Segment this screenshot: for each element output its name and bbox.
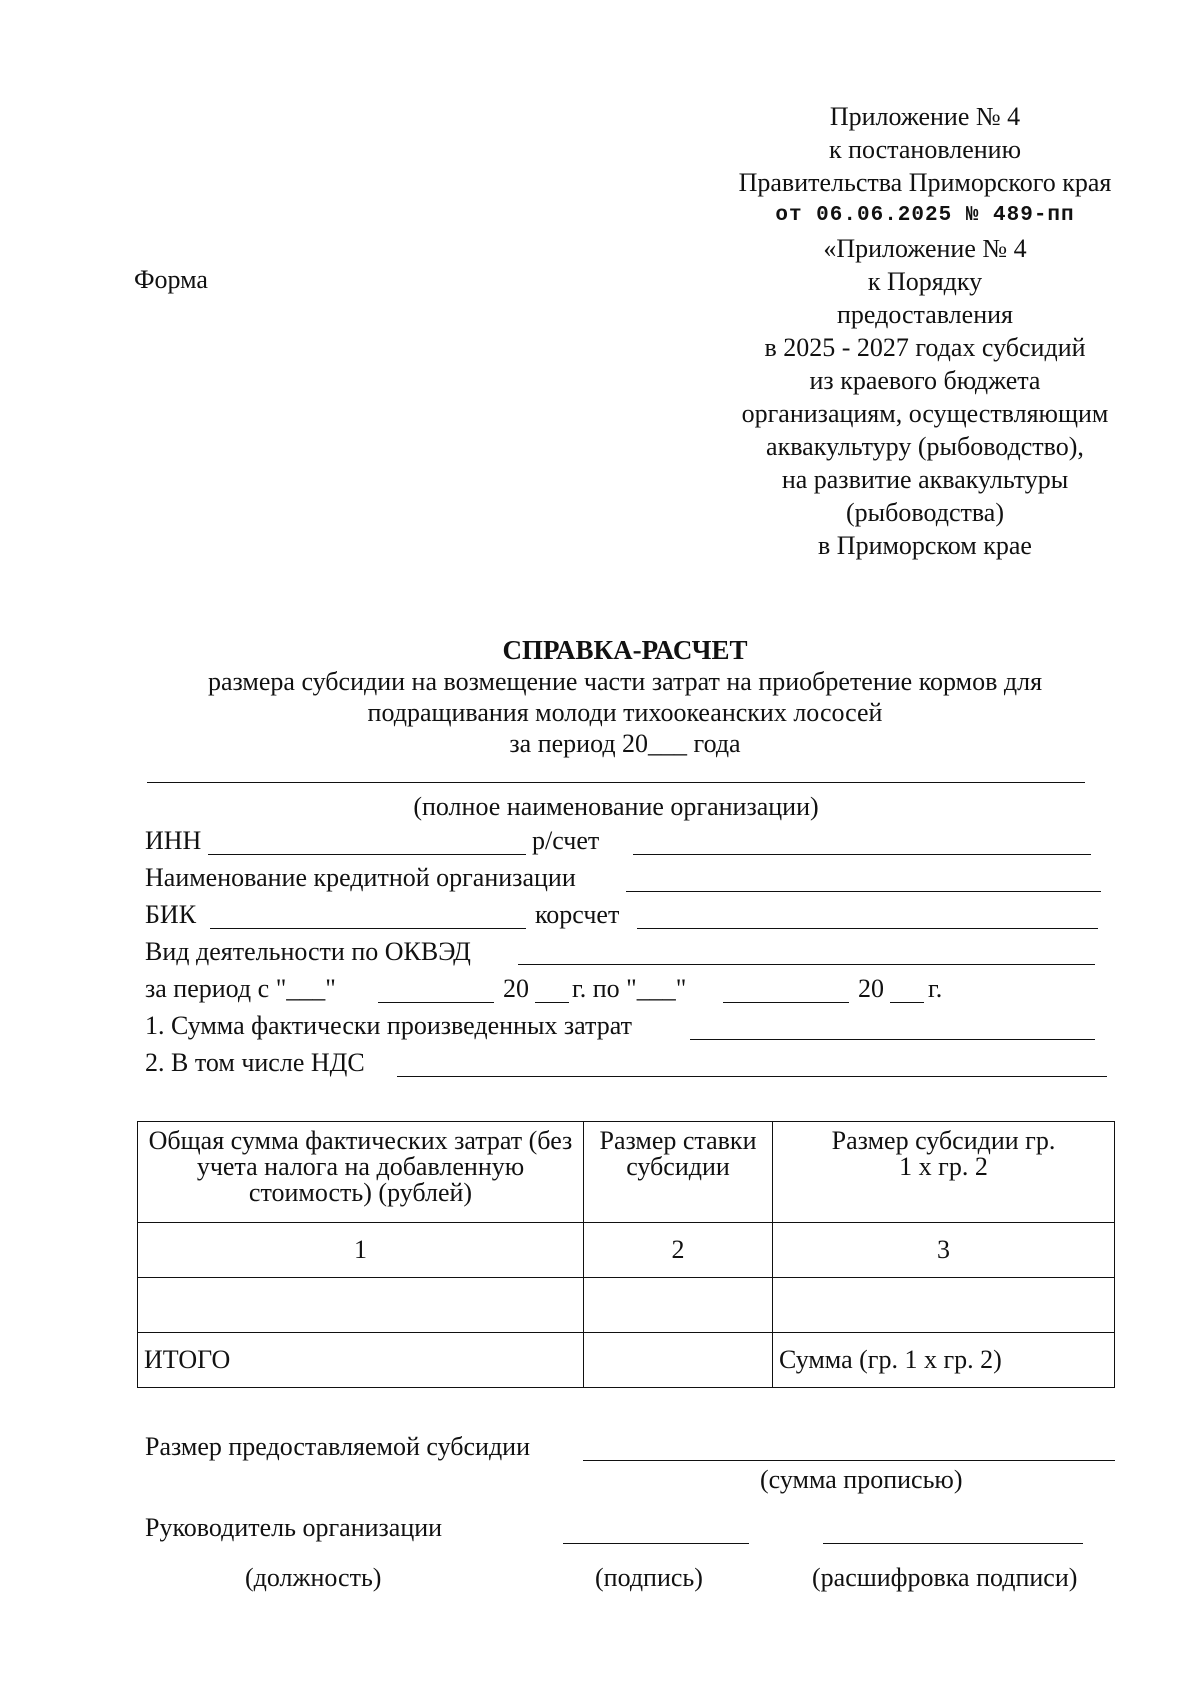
table-number-row xyxy=(138,1223,1115,1278)
table-cell[interactable] xyxy=(138,1278,584,1333)
table-cell[interactable] xyxy=(584,1333,773,1388)
subsidy-field[interactable] xyxy=(583,1460,1115,1461)
period-year2-field[interactable] xyxy=(890,1002,924,1003)
corr-field[interactable] xyxy=(637,928,1098,929)
period-to-label: г. по "___" xyxy=(572,974,687,1003)
sub-approval-line: аквакультуру (рыбоводство), xyxy=(766,432,1084,461)
approval-block xyxy=(700,100,1150,232)
sub-approval-line: на развитие аквакультуры xyxy=(781,465,1069,494)
document-title xyxy=(0,635,1200,759)
inn-row xyxy=(145,825,201,857)
okved-field[interactable] xyxy=(518,964,1095,965)
bik-label: БИК xyxy=(145,900,197,929)
period-from-month-field[interactable] xyxy=(378,1002,494,1003)
sub-approval-block xyxy=(700,232,1150,562)
sub-approval-line: организациям, осуществляющим xyxy=(741,399,1109,428)
bank-field[interactable] xyxy=(626,891,1101,892)
sub-approval-line: из краевого бюджета xyxy=(809,366,1041,395)
col-number: 3 xyxy=(773,1223,1115,1278)
decode-caption: (расшифровка подписи) xyxy=(812,1563,1078,1592)
table-row xyxy=(138,1278,1115,1333)
table-total-row xyxy=(138,1333,1115,1388)
title-line: размера субсидии на возмещение части затрат на приобретение кормов для xyxy=(207,667,1043,696)
period-year1-label: 20 xyxy=(503,974,529,1003)
table-cell[interactable] xyxy=(773,1278,1115,1333)
item1-label: 1. Сумма фактически произведенных затрат xyxy=(145,1011,632,1040)
approval-line: Правительства Приморского края xyxy=(738,168,1112,197)
signature-caption: (подпись) xyxy=(595,1563,703,1592)
position-caption: (должность) xyxy=(245,1563,382,1592)
inn-label: ИНН xyxy=(145,826,202,855)
sub-approval-line: в 2025 - 2027 годах субсидий xyxy=(764,333,1086,362)
title-main: СПРАВКА-РАСЧЕТ xyxy=(502,635,748,665)
table-header-text: Размер субсидии гр. 1 х гр. 2 xyxy=(831,1126,1056,1181)
period-from-label: за период с "___" xyxy=(145,974,336,1003)
table-header-cell: Размер ставки субсидии xyxy=(584,1122,773,1223)
okved-label: Вид деятельности по ОКВЭД xyxy=(145,937,471,966)
approval-line: Приложение № 4 xyxy=(829,102,1021,131)
sub-approval-line: в Приморском крае xyxy=(818,531,1032,560)
table-header-cell: Общая сумма фактических затрат (без учета налога на добавленную стоимость) (рублей) xyxy=(138,1122,584,1223)
inn-field[interactable] xyxy=(208,854,526,855)
period-year1-field[interactable] xyxy=(535,1002,569,1003)
item1-field[interactable] xyxy=(690,1039,1095,1040)
table-header-row xyxy=(138,1122,1115,1223)
account-field[interactable] xyxy=(633,854,1091,855)
sub-approval-line: «Приложение № 4 xyxy=(823,234,1027,263)
col-number: 2 xyxy=(584,1223,773,1278)
period-year2-label: 20 xyxy=(858,974,884,1003)
total-value: Сумма (гр. 1 х гр. 2) xyxy=(773,1333,1115,1388)
org-name-caption: (полное наименование организации) xyxy=(413,792,819,821)
bank-label: Наименование кредитной организации xyxy=(145,863,576,892)
item2-label: 2. В том числе НДС xyxy=(145,1048,365,1077)
corr-label: корсчет xyxy=(535,900,620,929)
head-label: Руководитель организации xyxy=(145,1513,443,1542)
sub-approval-line: к Порядку xyxy=(867,267,983,296)
org-name-line[interactable] xyxy=(147,782,1085,783)
total-label: ИТОГО xyxy=(138,1333,584,1388)
table-header-cell xyxy=(773,1122,1115,1223)
account-label: р/счет xyxy=(532,826,600,855)
title-line: подращивания молоди тихоокеанских лососей xyxy=(367,698,883,727)
item2-field[interactable] xyxy=(397,1076,1107,1077)
table-cell[interactable] xyxy=(584,1278,773,1333)
sub-approval-line: (рыбоводства) xyxy=(846,498,1004,527)
subsidy-caption: (сумма прописью) xyxy=(760,1465,963,1494)
col-number: 1 xyxy=(138,1223,584,1278)
approval-stamp: от 06.06.2025 № 489-пп xyxy=(775,204,1075,227)
period-year-end: г. xyxy=(928,974,943,1003)
sub-approval-line: предоставления xyxy=(837,300,1013,329)
bik-field[interactable] xyxy=(210,928,526,929)
subsidy-label: Размер предоставляемой субсидии xyxy=(145,1432,531,1461)
approval-line: к постановлению xyxy=(828,135,1022,164)
period-to-month-field[interactable] xyxy=(723,1002,849,1003)
title-line: за период 20___ года xyxy=(509,729,741,758)
signature-field[interactable] xyxy=(563,1543,749,1544)
form-label: Форма xyxy=(134,265,208,294)
signature-decode-field[interactable] xyxy=(823,1543,1083,1544)
calculation-table xyxy=(137,1121,1115,1388)
